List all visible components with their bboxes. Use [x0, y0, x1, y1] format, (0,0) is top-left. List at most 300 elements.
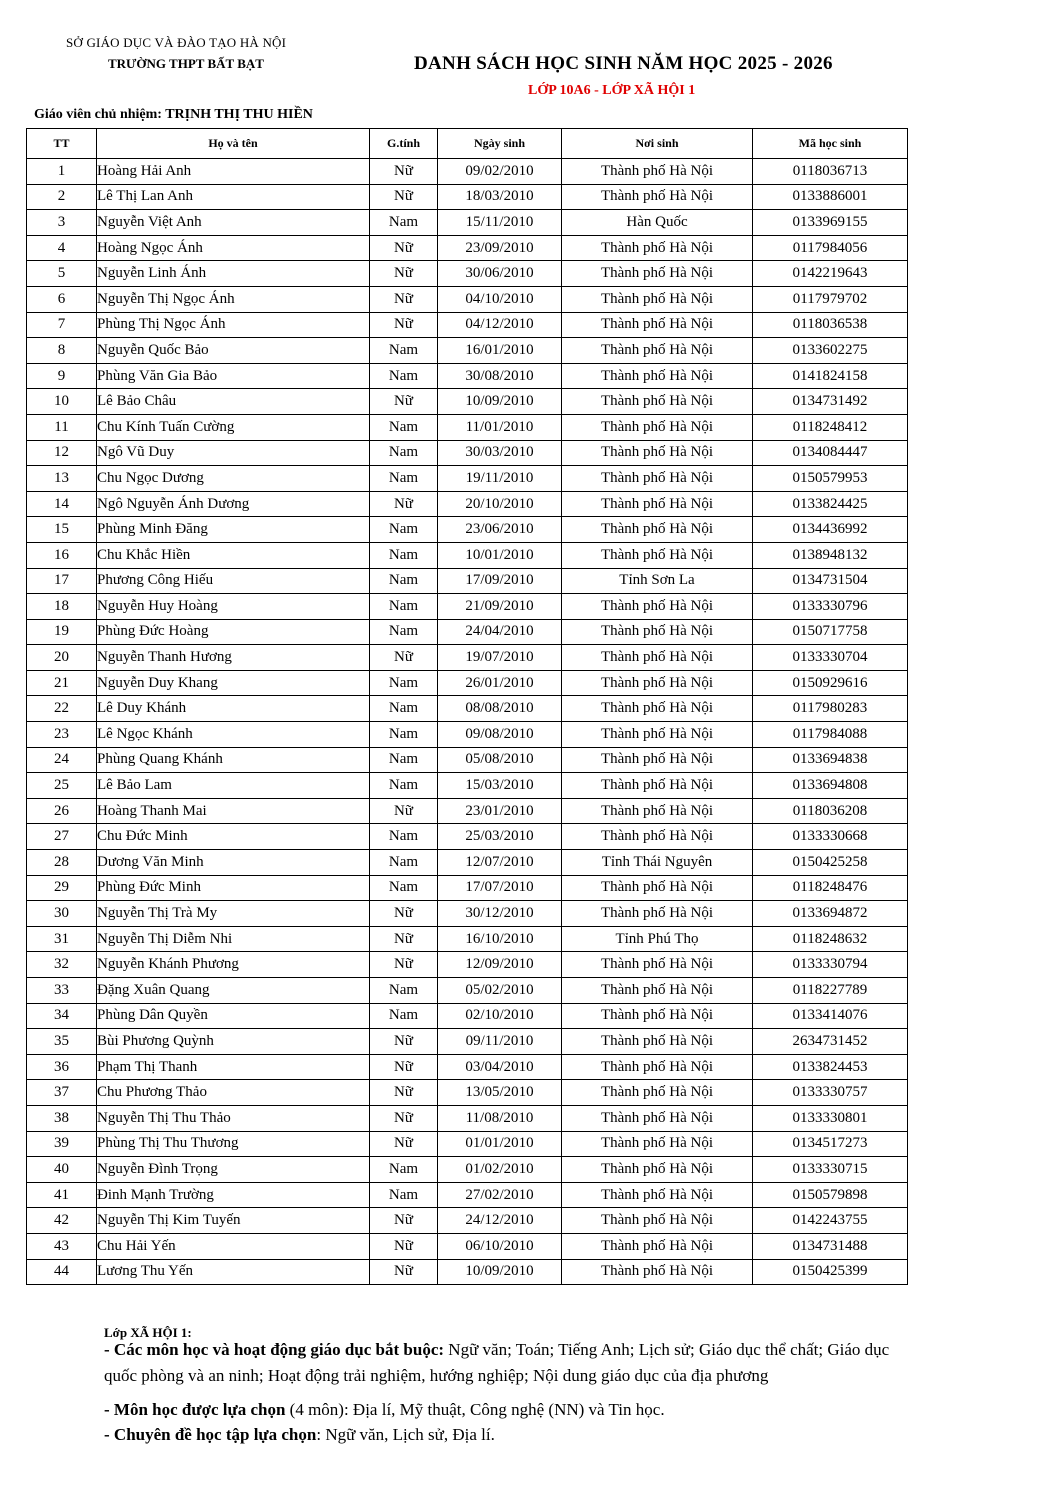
cell-index: 33 [27, 978, 97, 1004]
table-row [27, 389, 908, 415]
cell-gender: Nữ [370, 798, 438, 824]
cell-dob: 09/02/2010 [438, 159, 562, 185]
cell-birthplace: Thành phố Hà Nội [562, 1157, 753, 1183]
cell-dob: 08/08/2010 [438, 696, 562, 722]
cell-birthplace: Tỉnh Sơn La [562, 568, 753, 594]
cell-index: 26 [27, 798, 97, 824]
table-row [27, 440, 908, 466]
cell-gender: Nữ [370, 389, 438, 415]
cell-dob: 10/09/2010 [438, 389, 562, 415]
table-row [27, 670, 908, 696]
cell-name: Nguyễn Duy Khang [97, 670, 370, 696]
cell-name: Phùng Thị Ngọc Ánh [97, 312, 370, 338]
cell-dob: 13/05/2010 [438, 1080, 562, 1106]
cell-index: 7 [27, 312, 97, 338]
cell-student-id: 0150579898 [753, 1182, 908, 1208]
table-row [27, 568, 908, 594]
cell-student-id: 0133330704 [753, 645, 908, 671]
table-row [27, 824, 908, 850]
cell-student-id: 0118227789 [753, 978, 908, 1004]
cell-birthplace: Thành phố Hà Nội [562, 261, 753, 287]
elective-topics-label: - Chuyên đề học tập lựa chọn [104, 1425, 317, 1444]
table-row [27, 542, 908, 568]
cell-dob: 21/09/2010 [438, 594, 562, 620]
cell-gender: Nam [370, 824, 438, 850]
cell-name: Đinh Mạnh Trường [97, 1182, 370, 1208]
class-subtitle: LỚP 10A6 - LỚP XÃ HỘI 1 [528, 83, 696, 98]
cell-birthplace: Thành phố Hà Nội [562, 1259, 753, 1285]
cell-index: 28 [27, 850, 97, 876]
elective-topics-text: : Ngữ văn, Lịch sử, Địa lí. [316, 1425, 495, 1444]
cell-birthplace: Thành phố Hà Nội [562, 235, 753, 261]
table-row [27, 235, 908, 261]
cell-name: Nguyễn Thị Ngọc Ánh [97, 286, 370, 312]
table-row [27, 261, 908, 287]
mandatory-subjects [104, 1337, 904, 1397]
cell-gender: Nữ [370, 1131, 438, 1157]
cell-dob: 12/07/2010 [438, 850, 562, 876]
mandatory-subjects-text: Ngữ văn; Toán; Tiếng Anh; Lịch sử; Giáo dục thể chất; Giáo dục quốc phòng và an ninh; Hoạt động trải nghiệm, hướng nghiệp; Nội dung giáo dục của địa phương [104, 1340, 890, 1385]
cell-index: 39 [27, 1131, 97, 1157]
cell-student-id: 0117984056 [753, 235, 908, 261]
cell-gender: Nam [370, 696, 438, 722]
cell-index: 31 [27, 926, 97, 952]
cell-index: 30 [27, 901, 97, 927]
cell-gender: Nam [370, 594, 438, 620]
cell-birthplace: Thành phố Hà Nội [562, 798, 753, 824]
cell-birthplace: Thành phố Hà Nội [562, 1029, 753, 1055]
cell-gender: Nam [370, 1182, 438, 1208]
cell-student-id: 0142243755 [753, 1208, 908, 1234]
cell-dob: 17/07/2010 [438, 875, 562, 901]
cell-student-id: 0117980283 [753, 696, 908, 722]
cell-index: 35 [27, 1029, 97, 1055]
table-row [27, 491, 908, 517]
table-row [27, 619, 908, 645]
cell-name: Chu Kính Tuấn Cường [97, 414, 370, 440]
cell-index: 32 [27, 952, 97, 978]
table-row [27, 338, 908, 364]
cell-name: Nguyễn Thị Trà My [97, 901, 370, 927]
cell-student-id: 0133330757 [753, 1080, 908, 1106]
cell-name: Chu Ngọc Dương [97, 466, 370, 492]
cell-index: 27 [27, 824, 97, 850]
cell-student-id: 0134517273 [753, 1131, 908, 1157]
cell-student-id: 0118248412 [753, 414, 908, 440]
table-row [27, 722, 908, 748]
cell-birthplace: Thành phố Hà Nội [562, 491, 753, 517]
cell-dob: 03/04/2010 [438, 1054, 562, 1080]
cell-index: 24 [27, 747, 97, 773]
cell-gender: Nam [370, 1003, 438, 1029]
student-table [26, 128, 908, 1285]
cell-gender: Nữ [370, 926, 438, 952]
table-row [27, 1208, 908, 1234]
cell-index: 8 [27, 338, 97, 364]
elective-subjects-label: - Môn học được lựa chọn [104, 1400, 286, 1419]
cell-dob: 20/10/2010 [438, 491, 562, 517]
cell-student-id: 2634731452 [753, 1029, 908, 1055]
cell-student-id: 0118248476 [753, 875, 908, 901]
cell-index: 18 [27, 594, 97, 620]
cell-index: 21 [27, 670, 97, 696]
col-header-index: TT [27, 129, 97, 159]
cell-student-id: 0118036208 [753, 798, 908, 824]
table-row [27, 159, 908, 185]
cell-birthplace: Thành phố Hà Nội [562, 978, 753, 1004]
cell-student-id: 0134731504 [753, 568, 908, 594]
cell-name: Nguyễn Khánh Phương [97, 952, 370, 978]
cell-student-id: 0133330668 [753, 824, 908, 850]
cell-dob: 05/08/2010 [438, 747, 562, 773]
cell-gender: Nữ [370, 1080, 438, 1106]
cell-gender: Nam [370, 747, 438, 773]
cell-student-id: 0133330801 [753, 1105, 908, 1131]
cell-gender: Nam [370, 850, 438, 876]
table-row [27, 850, 908, 876]
cell-student-id: 0133414076 [753, 1003, 908, 1029]
cell-birthplace: Thành phố Hà Nội [562, 1054, 753, 1080]
cell-index: 40 [27, 1157, 97, 1183]
cell-student-id: 0133824425 [753, 491, 908, 517]
cell-student-id: 0150425399 [753, 1259, 908, 1285]
cell-birthplace: Tỉnh Phú Thọ [562, 926, 753, 952]
cell-birthplace: Thành phố Hà Nội [562, 389, 753, 415]
cell-name: Nguyễn Việt Anh [97, 210, 370, 236]
table-row [27, 952, 908, 978]
table-row [27, 747, 908, 773]
cell-gender: Nữ [370, 159, 438, 185]
cell-student-id: 0134731488 [753, 1233, 908, 1259]
cell-gender: Nữ [370, 491, 438, 517]
cell-name: Nguyễn Đình Trọng [97, 1157, 370, 1183]
cell-birthplace: Thành phố Hà Nội [562, 952, 753, 978]
cell-name: Chu Khắc Hiền [97, 542, 370, 568]
cell-gender: Nam [370, 670, 438, 696]
cell-index: 4 [27, 235, 97, 261]
cell-index: 2 [27, 184, 97, 210]
cell-name: Chu Hải Yến [97, 1233, 370, 1259]
table-row [27, 1080, 908, 1106]
cell-gender: Nam [370, 363, 438, 389]
cell-gender: Nam [370, 517, 438, 543]
cell-gender: Nam [370, 978, 438, 1004]
cell-name: Lê Thị Lan Anh [97, 184, 370, 210]
cell-student-id: 0133602275 [753, 338, 908, 364]
cell-student-id: 0133824453 [753, 1054, 908, 1080]
cell-dob: 30/08/2010 [438, 363, 562, 389]
cell-dob: 25/03/2010 [438, 824, 562, 850]
cell-dob: 09/08/2010 [438, 722, 562, 748]
cell-gender: Nam [370, 542, 438, 568]
cell-dob: 23/06/2010 [438, 517, 562, 543]
table-row [27, 1003, 908, 1029]
cell-index: 13 [27, 466, 97, 492]
class-group-label: Lớp XÃ HỘI 1: [104, 1325, 192, 1340]
table-row [27, 414, 908, 440]
cell-index: 19 [27, 619, 97, 645]
cell-name: Nguyễn Huy Hoàng [97, 594, 370, 620]
cell-index: 42 [27, 1208, 97, 1234]
table-row [27, 1233, 908, 1259]
cell-birthplace: Thành phố Hà Nội [562, 1182, 753, 1208]
cell-index: 16 [27, 542, 97, 568]
cell-birthplace: Thành phố Hà Nội [562, 414, 753, 440]
cell-student-id: 0133969155 [753, 210, 908, 236]
cell-dob: 24/12/2010 [438, 1208, 562, 1234]
cell-dob: 06/10/2010 [438, 1233, 562, 1259]
cell-birthplace: Thành phố Hà Nội [562, 159, 753, 185]
cell-name: Phùng Dân Quyền [97, 1003, 370, 1029]
table-row [27, 1105, 908, 1131]
cell-dob: 11/01/2010 [438, 414, 562, 440]
table-row [27, 926, 908, 952]
cell-dob: 30/06/2010 [438, 261, 562, 287]
cell-birthplace: Thành phố Hà Nội [562, 875, 753, 901]
cell-birthplace: Thành phố Hà Nội [562, 747, 753, 773]
cell-gender: Nữ [370, 1054, 438, 1080]
cell-index: 44 [27, 1259, 97, 1285]
table-row [27, 1131, 908, 1157]
cell-gender: Nữ [370, 1233, 438, 1259]
cell-gender: Nam [370, 875, 438, 901]
cell-birthplace: Thành phố Hà Nội [562, 1105, 753, 1131]
col-header-name: Họ và tên [97, 129, 370, 159]
cell-student-id: 0141824158 [753, 363, 908, 389]
cell-student-id: 0133886001 [753, 184, 908, 210]
table-row [27, 1182, 908, 1208]
table-row [27, 517, 908, 543]
cell-dob: 16/10/2010 [438, 926, 562, 952]
cell-name: Phùng Văn Gia Bảo [97, 363, 370, 389]
cell-dob: 12/09/2010 [438, 952, 562, 978]
cell-name: Phùng Đức Hoàng [97, 619, 370, 645]
cell-student-id: 0138948132 [753, 542, 908, 568]
cell-student-id: 0150579953 [753, 466, 908, 492]
cell-birthplace: Thành phố Hà Nội [562, 1233, 753, 1259]
table-row [27, 875, 908, 901]
cell-gender: Nam [370, 414, 438, 440]
cell-birthplace: Thành phố Hà Nội [562, 312, 753, 338]
cell-gender: Nữ [370, 261, 438, 287]
cell-birthplace: Thành phố Hà Nội [562, 1003, 753, 1029]
cell-student-id: 0134436992 [753, 517, 908, 543]
school-name: TRƯỜNG THPT BẤT BẠT [108, 56, 264, 71]
cell-birthplace: Thành phố Hà Nội [562, 466, 753, 492]
cell-birthplace: Thành phố Hà Nội [562, 1131, 753, 1157]
cell-name: Nguyễn Thị Diễm Nhi [97, 926, 370, 952]
cell-name: Lương Thu Yến [97, 1259, 370, 1285]
cell-index: 10 [27, 389, 97, 415]
cell-student-id: 0118036713 [753, 159, 908, 185]
cell-gender: Nữ [370, 312, 438, 338]
cell-student-id: 0118036538 [753, 312, 908, 338]
cell-index: 38 [27, 1105, 97, 1131]
cell-student-id: 0134731492 [753, 389, 908, 415]
cell-name: Phương Công Hiếu [97, 568, 370, 594]
cell-name: Nguyễn Thanh Hương [97, 645, 370, 671]
cell-name: Phùng Đức Minh [97, 875, 370, 901]
table-row [27, 363, 908, 389]
cell-dob: 26/01/2010 [438, 670, 562, 696]
elective-subjects [104, 1400, 665, 1420]
cell-dob: 19/07/2010 [438, 645, 562, 671]
cell-name: Lê Ngọc Khánh [97, 722, 370, 748]
cell-birthplace: Thành phố Hà Nội [562, 184, 753, 210]
cell-birthplace: Thành phố Hà Nội [562, 286, 753, 312]
cell-gender: Nam [370, 210, 438, 236]
cell-index: 3 [27, 210, 97, 236]
cell-gender: Nữ [370, 645, 438, 671]
cell-student-id: 0118248632 [753, 926, 908, 952]
cell-student-id: 0150929616 [753, 670, 908, 696]
cell-gender: Nữ [370, 1105, 438, 1131]
student-table-body [27, 159, 908, 1285]
cell-birthplace: Thành phố Hà Nội [562, 670, 753, 696]
cell-index: 43 [27, 1233, 97, 1259]
cell-birthplace: Hàn Quốc [562, 210, 753, 236]
cell-student-id: 0142219643 [753, 261, 908, 287]
cell-birthplace: Thành phố Hà Nội [562, 773, 753, 799]
mandatory-subjects-label: - Các môn học và hoạt động giáo dục bắt buộc: [104, 1340, 445, 1359]
cell-student-id: 0133330796 [753, 594, 908, 620]
col-header-gender: G.tính [370, 129, 438, 159]
cell-index: 25 [27, 773, 97, 799]
cell-dob: 11/08/2010 [438, 1105, 562, 1131]
cell-index: 14 [27, 491, 97, 517]
cell-dob: 19/11/2010 [438, 466, 562, 492]
cell-dob: 10/09/2010 [438, 1259, 562, 1285]
cell-gender: Nữ [370, 1259, 438, 1285]
cell-gender: Nam [370, 568, 438, 594]
cell-index: 23 [27, 722, 97, 748]
cell-student-id: 0150425258 [753, 850, 908, 876]
cell-birthplace: Thành phố Hà Nội [562, 542, 753, 568]
cell-birthplace: Thành phố Hà Nội [562, 824, 753, 850]
cell-student-id: 0150717758 [753, 619, 908, 645]
col-header-dob: Ngày sinh [438, 129, 562, 159]
cell-student-id: 0134084447 [753, 440, 908, 466]
document-title: DANH SÁCH HỌC SINH NĂM HỌC 2025 - 2026 [414, 53, 833, 74]
cell-name: Phạm Thị Thanh [97, 1054, 370, 1080]
cell-dob: 17/09/2010 [438, 568, 562, 594]
cell-name: Nguyễn Linh Ánh [97, 261, 370, 287]
cell-name: Hoàng Hải Anh [97, 159, 370, 185]
cell-index: 22 [27, 696, 97, 722]
cell-dob: 05/02/2010 [438, 978, 562, 1004]
cell-index: 20 [27, 645, 97, 671]
cell-gender: Nam [370, 338, 438, 364]
cell-dob: 01/01/2010 [438, 1131, 562, 1157]
cell-index: 41 [27, 1182, 97, 1208]
table-header-row [27, 129, 908, 159]
table-row [27, 773, 908, 799]
cell-gender: Nam [370, 619, 438, 645]
cell-dob: 30/12/2010 [438, 901, 562, 927]
cell-birthplace: Thành phố Hà Nội [562, 645, 753, 671]
cell-dob: 04/12/2010 [438, 312, 562, 338]
cell-name: Nguyễn Thị Kim Tuyến [97, 1208, 370, 1234]
cell-name: Hoàng Thanh Mai [97, 798, 370, 824]
cell-index: 5 [27, 261, 97, 287]
cell-student-id: 0133694808 [753, 773, 908, 799]
cell-gender: Nữ [370, 952, 438, 978]
cell-dob: 09/11/2010 [438, 1029, 562, 1055]
cell-name: Bùi Phương Quỳnh [97, 1029, 370, 1055]
cell-index: 29 [27, 875, 97, 901]
cell-birthplace: Thành phố Hà Nội [562, 722, 753, 748]
cell-dob: 23/01/2010 [438, 798, 562, 824]
cell-student-id: 0133330715 [753, 1157, 908, 1183]
cell-birthplace: Thành phố Hà Nội [562, 440, 753, 466]
cell-dob: 18/03/2010 [438, 184, 562, 210]
col-header-student-id: Mã học sinh [753, 129, 908, 159]
cell-birthplace: Thành phố Hà Nội [562, 696, 753, 722]
elective-topics [104, 1425, 495, 1445]
cell-birthplace: Thành phố Hà Nội [562, 619, 753, 645]
table-row [27, 594, 908, 620]
cell-name: Hoàng Ngọc Ánh [97, 235, 370, 261]
homeroom-teacher: Giáo viên chủ nhiệm: TRỊNH THỊ THU HIỀN [34, 107, 313, 122]
table-row [27, 798, 908, 824]
cell-gender: Nam [370, 773, 438, 799]
cell-name: Dương Văn Minh [97, 850, 370, 876]
col-header-birthplace: Nơi sinh [562, 129, 753, 159]
cell-student-id: 0133694872 [753, 901, 908, 927]
cell-dob: 04/10/2010 [438, 286, 562, 312]
cell-index: 6 [27, 286, 97, 312]
cell-birthplace: Thành phố Hà Nội [562, 517, 753, 543]
cell-dob: 16/01/2010 [438, 338, 562, 364]
cell-name: Chu Đức Minh [97, 824, 370, 850]
cell-name: Phùng Quang Khánh [97, 747, 370, 773]
cell-gender: Nữ [370, 184, 438, 210]
cell-index: 1 [27, 159, 97, 185]
cell-gender: Nam [370, 440, 438, 466]
table-row [27, 1259, 908, 1285]
cell-dob: 15/11/2010 [438, 210, 562, 236]
cell-gender: Nam [370, 466, 438, 492]
cell-gender: Nữ [370, 1029, 438, 1055]
cell-birthplace: Thành phố Hà Nội [562, 901, 753, 927]
table-row [27, 978, 908, 1004]
cell-dob: 24/04/2010 [438, 619, 562, 645]
department-name: SỞ GIÁO DỤC VÀ ĐÀO TẠO HÀ NỘI [66, 35, 287, 50]
cell-gender: Nam [370, 722, 438, 748]
cell-birthplace: Tỉnh Thái Nguyên [562, 850, 753, 876]
cell-dob: 02/10/2010 [438, 1003, 562, 1029]
cell-dob: 01/02/2010 [438, 1157, 562, 1183]
cell-name: Lê Duy Khánh [97, 696, 370, 722]
cell-gender: Nữ [370, 286, 438, 312]
cell-index: 37 [27, 1080, 97, 1106]
table-row [27, 1029, 908, 1055]
cell-index: 9 [27, 363, 97, 389]
cell-student-id: 0133330794 [753, 952, 908, 978]
cell-index: 12 [27, 440, 97, 466]
cell-student-id: 0117984088 [753, 722, 908, 748]
cell-dob: 15/03/2010 [438, 773, 562, 799]
cell-index: 36 [27, 1054, 97, 1080]
cell-gender: Nữ [370, 901, 438, 927]
cell-student-id: 0117979702 [753, 286, 908, 312]
cell-dob: 10/01/2010 [438, 542, 562, 568]
cell-name: Phùng Minh Đăng [97, 517, 370, 543]
table-row [27, 696, 908, 722]
cell-index: 15 [27, 517, 97, 543]
cell-gender: Nữ [370, 1208, 438, 1234]
cell-birthplace: Thành phố Hà Nội [562, 363, 753, 389]
